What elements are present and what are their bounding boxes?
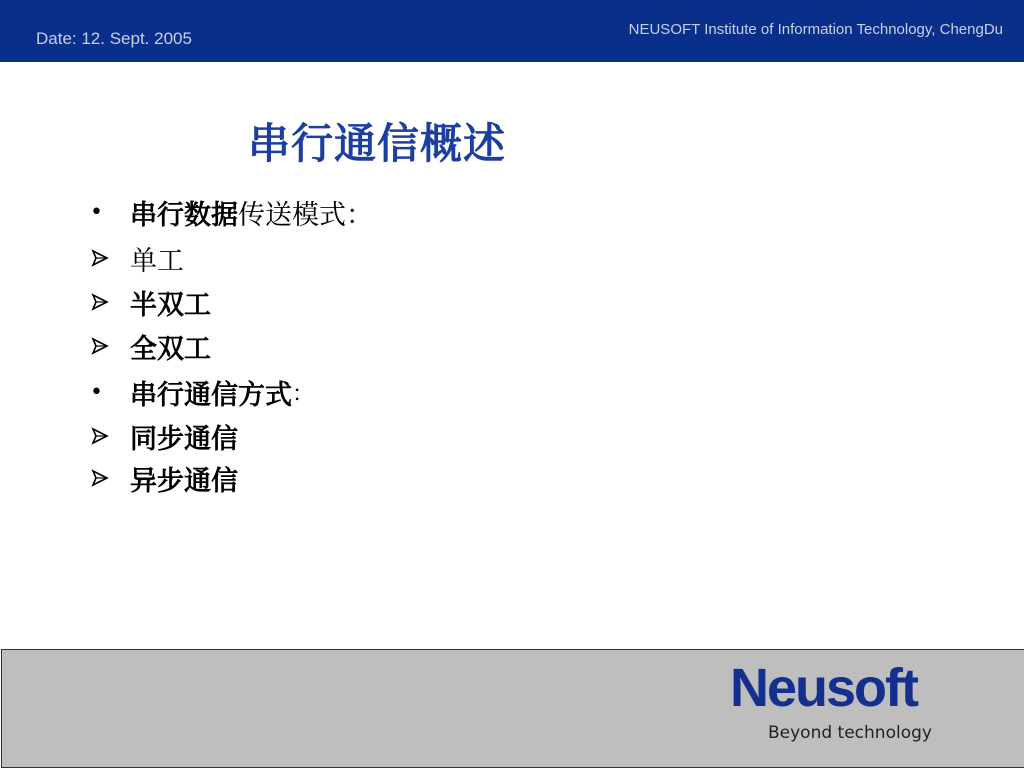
arrow-bullet-icon [88,248,130,268]
logo-wordmark: Neusoft [730,658,917,718]
list-item [88,238,184,278]
list-item [88,372,314,412]
list-item-label-bold: 串行通信方式 [130,379,292,411]
arrow-bullet-icon [88,336,130,356]
header-date: Date: 12. Sept. 2005 [36,29,192,48]
list-item [88,326,211,366]
logo-tagline: Beyond technology [768,723,932,743]
list-item-label: ： [292,381,315,407]
list-item-label: 半双工 [130,289,211,321]
list-item [88,416,238,456]
arrow-bullet-icon [88,292,130,312]
list-item [88,192,373,232]
slide-title: 串行通信概述 [248,119,507,168]
bullet-icon: • [90,379,103,405]
header-bar [0,0,1024,62]
bullet-icon: • [90,199,103,225]
header-institute: NEUSOFT Institute of Information Technology, ChengDu [628,21,1003,38]
arrow-bullet-icon [88,468,130,488]
list-item-label: 全双工 [130,333,211,365]
list-item [88,458,238,498]
list-item-label: 异步通信 [130,465,238,497]
list-item-label: 单工 [130,245,184,277]
list-item-label: 同步通信 [130,423,238,455]
arrow-bullet-icon [88,426,130,446]
neusoft-logo [730,658,970,751]
list-item [88,282,211,322]
list-item-label-bold: 串行数据 [130,199,238,231]
list-item-label: 传送模式： [238,199,373,231]
